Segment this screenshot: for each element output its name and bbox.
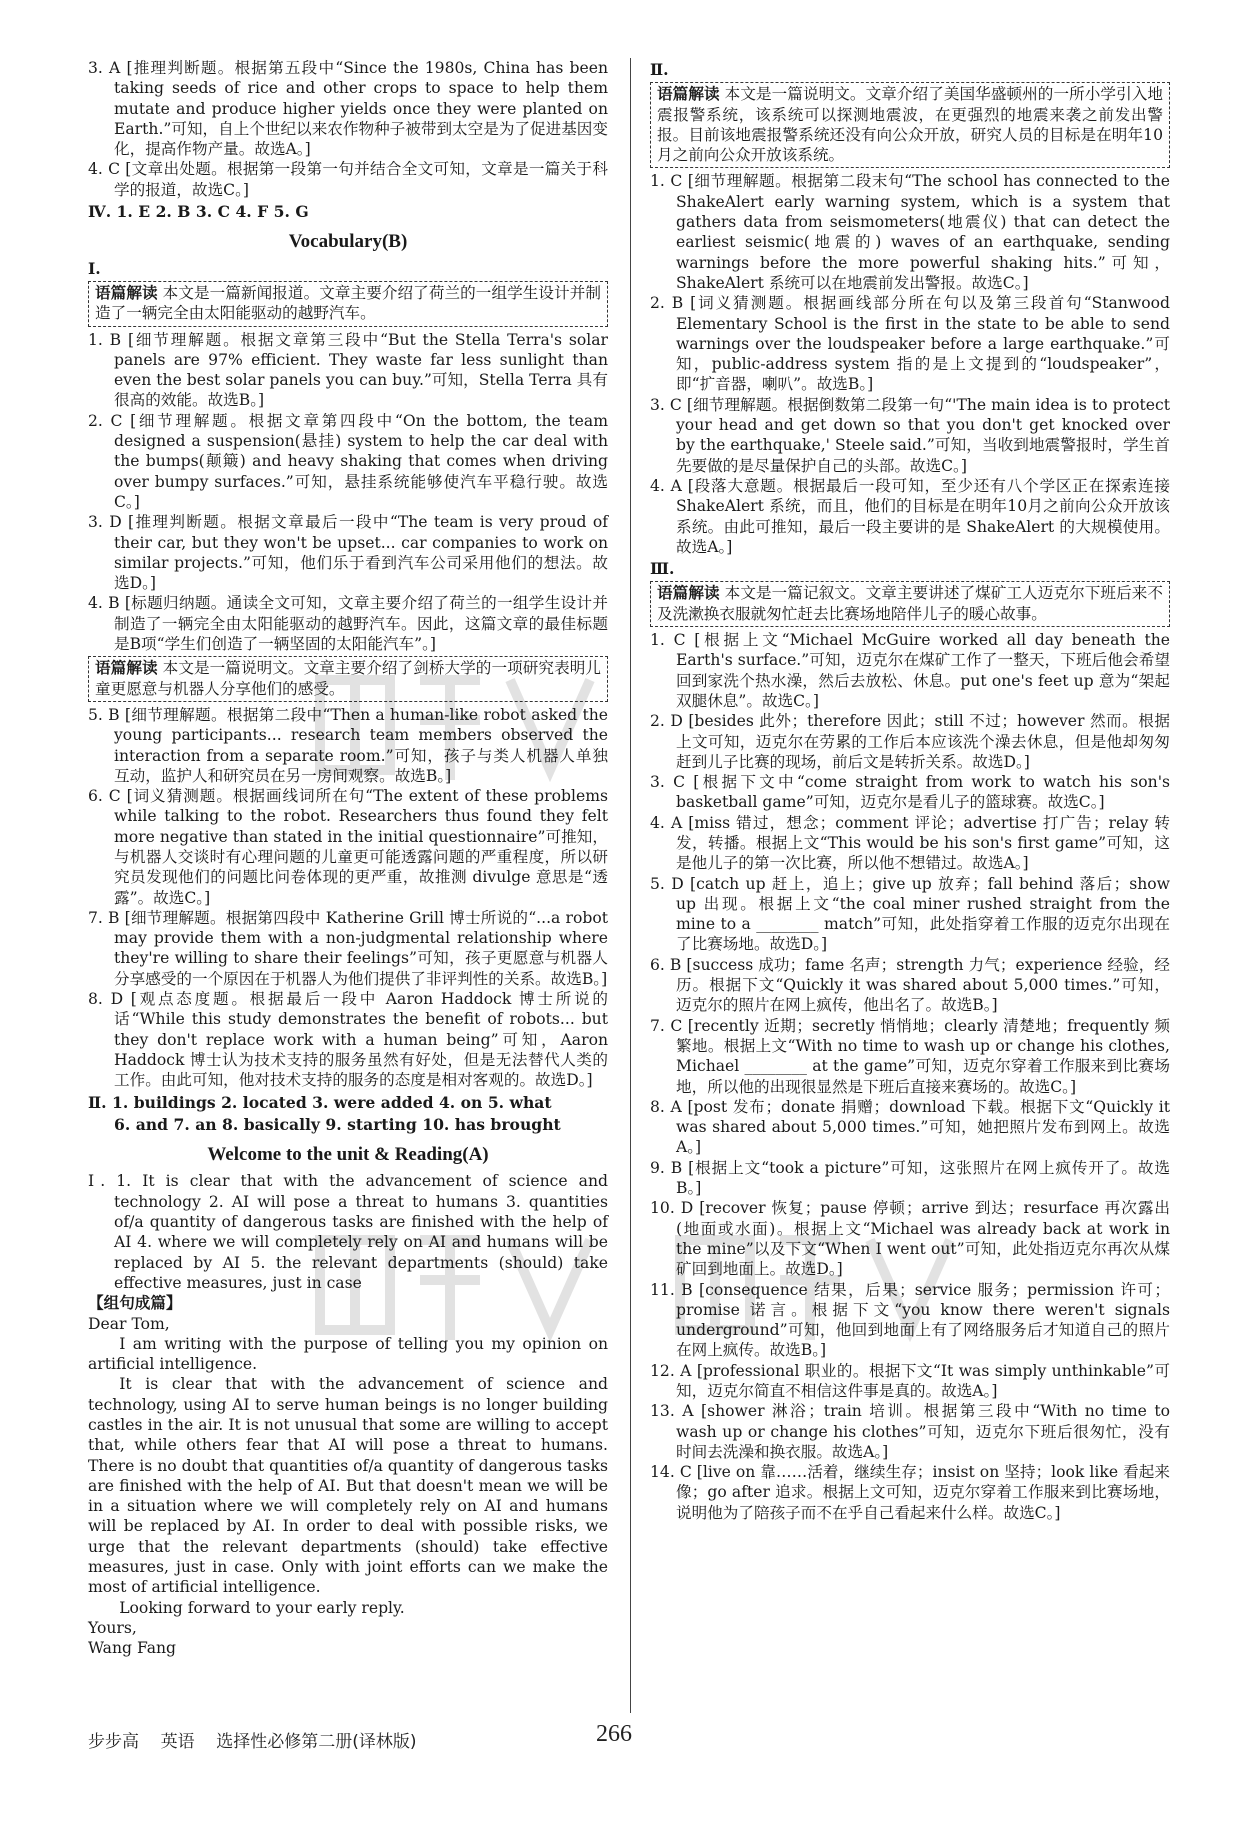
answer-item: 11. B [consequence 结果，后果；service 服务；permission 许可；promise 诺言。根据下文“you know there weren't signals underground”可知，他回到地面上有了网络服务后才知道自己的照片在网上疯传。故选B。] [650,1280,1170,1360]
section-numeral: Ⅱ. [650,60,669,79]
box-tag: 语篇解读 [95,658,158,678]
column-divider [630,58,631,1713]
answer-item: 3. D [推理判断题。根据文章最后一段中“The team is very proud of their car, but they won't be upset... car companies to work on similar projects.”可知，他们乐于看到汽车公司采用他们的想法。故选D。] [88,513,608,593]
welcome-reading-heading: Welcome to the unit & Reading(A) [207,1144,489,1166]
right-column [650,58,1170,1523]
answer-item: 7. B [细节理解题。根据第四段中 Katherine Grill 博士所说的“...a robot may provide them with a non-judgmental relationship where they're willing to share their feelings”可知，孩子更愿意与机器人分享感受的一个原因在于机器人为他们提供了非评判性的关系。故选B。] [88,908,608,988]
answer-item: 9. B [根据上文“took a picture”可知，这张照片在网上疯传开了。故选B。] [650,1158,1170,1198]
section-ii-answers: Ⅱ. 1. buildings 2. located 3. were added 4. on 5. what [88,1092,552,1112]
section-numeral: Ⅲ. [650,559,675,579]
answer-item: 5. B [细节理解题。根据第二段中“Then a human-like robot asked the young participants... research team members observed the interaction from a separate room.”可知，孩子与类人机器人单独互动，监护人和研究员在另一房间观察。故选B。] [88,705,608,785]
answer-item: 2. D [besides 此外；therefore 因此；still 不过；however 然而。根据上文可知，迈克尔在劳累的工作后本应该洗个澡去休息，但是他却匆匆赶到儿子比赛的现场，前后文是转折关系。故选D。] [650,712,1170,771]
answer-item: 3. C [根据下文中“come straight from work to watch his son's basketball game”可知，迈克尔是看儿子的篮球赛。故选C。] [650,773,1170,812]
essay-paragraph: Looking forward to your early reply. [119,1598,405,1617]
box-tag: 语篇解读 [657,583,720,603]
answer-item: 2. B [词义猜测题。根据画线部分所在句以及第三段首句“Stanwood Elementary School is the first in the state to be able to send warnings over the loudspeaker before a large earthquake.”可知，public-address system 指的是上文提到的“loudspeaker”，即“扩音器，喇叭”。故选B。] [650,294,1170,394]
answer-item: 7. C [recently 近期；secretly 悄悄地；clearly 清楚地；frequently 频繁地。根据上文“With no time to wash up or change his clothes, Michael ________ at the game”可知，迈克尔穿着工作服来到比赛场地，所以他的出现很显然是下班后直接来赛场的。故选C。] [650,1016,1170,1096]
answer-item: 1. C [细节理解题。根据第二段末句“The school has connected to the ShakeAlert early warning system, which is a system that gathers data from seismometers(地震仪) that can detect the earliest seismic(地震的) waves of an earthquake, sending warnings before the more powerful shaking hits.”可知，ShakeAlert 系统可以在地震前发出警报。故选C。] [650,172,1170,292]
essay-paragraph: I am writing with the purpose of telling you my opinion on artificial intelligence. [88,1334,608,1374]
answer-item: 6. C [词义猜测题。根据画线词所在句“The extent of these problems while talking to the robot. Researchers thus found they felt more negative than stated in the initial questionnaire”可推知，与机器人交谈时有心理问题的儿童更可能透露问题的严重程度，所以研究员发现他们的问题比问卷体现的更严重，故推测 divulge 意思是“透露”。故选C。] [88,787,608,907]
passage-summary-box [650,581,1170,627]
box-tag: 语篇解读 [657,84,720,104]
vocabulary-b-heading: Vocabulary(B) [288,231,408,253]
passage-summary-box [650,82,1170,168]
footer-book-info [88,1727,417,1752]
essay-signature: Wang Fang [88,1639,177,1658]
answer-item: 4. B [标题归纳题。通读全文可知，文章主要介绍了荷兰的一组学生设计并制造了一辆完全由太阳能驱动的越野汽车。因此，这篇文章的最佳标题是B项“学生们创造了一辆坚固的太阳能汽车”。] [88,594,608,654]
section-ii-answers-cont: 6. and 7. an 8. basically 9. starting 10. has brought [114,1114,561,1134]
left-column [88,58,608,1659]
answer-item: 4. A [miss 错过，想念；comment 评论；advertise 打广告；relay 转发，转播。根据上文“This would be his son's first game”可知，这是他儿子的第一次比赛，所以他不想错过。故选A。] [650,813,1170,873]
page-footer [88,1721,1170,1757]
answer-item: 14. C [live on 靠……活着，继续生存；insist on 坚持；look like 看起来像；go after 追求。根据上文可知，迈克尔穿着工作服来到比赛场地，说明他为了陪孩子而不在乎自己看起来什么样。故选C。] [650,1463,1170,1522]
passage-summary-box [88,656,608,702]
model-essay [88,1293,608,1658]
answer-item: 13. A [shower 淋浴；train 培训。根据第三段中“With no time to wash up or change his clothes”可知，迈克尔下班后很匆忙，没有时间去洗澡和换衣服。故选A。] [650,1402,1170,1461]
box-text: 本文是一篇新闻报道。文章主要介绍了荷兰的一组学生设计并制造了一辆完全由太阳能驱动的越野汽车。 [95,283,601,323]
answer-item: 8. D [观点态度题。根据最后一段中 Aaron Haddock 博士所说的话“While this study demonstrates the benefit of robots... but they don't replace work with a human being”可知，Aaron Haddock 博士认为技术支持的服务虽然有好处，但是无法替代人类的工作。由此可知，他对技术支持的服务的态度是相对客观的。故选D。] [88,990,608,1090]
answer-item: 3. C [细节理解题。根据倒数第二段第一句“'The main idea is to protect your head and get down so that you don't get knocked over by the earthquake,' Steele said.”可知，当收到地震警报时，学生首先要做的是尽量保护自己的头部。故选C。] [650,395,1170,475]
footer-brand: 步步高 [88,1732,139,1752]
answer-item: 5. D [catch up 赶上，追上；give up 放弃；fall behind 落后；show up 出现。根据上文“the coal miner rushed straight from the mine to a ________ match”可知，此处指穿着工作服的迈克尔出现在了比赛场地。故选D。] [650,874,1170,954]
section-i-answers: Ⅰ. 1. It is clear that with the advancement of science and technology 2. AI will pose a threat to humans 3. quantities of/a quantity of dangerous tasks are finished with the help of AI 4. where we will completely rely on AI and humans will be replaced by AI 5. the relevant departments (should) take effective measures, just in case [88,1172,608,1292]
answer-item: 10. D [recover 恢复；pause 停顿；arrive 到达；resurface 再次露出(地面或水面)。根据上文“Michael was already back at work in the mine”以及下文“When I went out”可知，此处指迈克尔再次从煤矿回到地面上。故选D。] [650,1199,1170,1279]
box-tag: 语篇解读 [95,282,158,302]
essay-paragraph: It is clear that with the advancement of science and technology, using AI to serve human beings is no longer building castles in the air. It is not unusual that some are willing to accept that, while others fear that AI will pose a threat to humans. There is no doubt that quantities of/a quantity of dangerous tasks are finished with the help of AI. But that doesn't mean we will be in a situation where we will completely rely on AI and humans will be replaced by AI. In order to deal with possible risks, we urge that the relevant departments (should) take effective measures, just in case. Only with joint efforts can we make the most of artificial intelligence. [88,1375,608,1597]
passage-summary-box [88,281,608,327]
answer-item: 8. A [post 发布；donate 捐赠；download 下载。根据下文“Quickly it was shared about 5,000 times.”可知，她把照片发布到网上。故选A。] [650,1097,1170,1157]
section-iv-answers: Ⅳ. 1. E 2. B 3. C 4. F 5. G [88,202,309,222]
footer-subject: 英语 [160,1732,195,1752]
answer-item: 4. C [文章出处题。根据第一段第一句并结合全文可知，文章是一篇关于科学的报道，故选C。] [88,160,608,199]
answer-item: 6. B [success 成功；fame 名声；strength 力气；experience 经验，经历。根据下文“Quickly it was shared about 5,000 times.”可知，迈克尔的照片在网上疯传，他出名了。故选B。] [650,955,1170,1015]
answer-item: 4. A [段落大意题。根据最后一段可知，至少还有八个学区正在探索连接 ShakeAlert 系统，而且，他们的目标是在明年10月之前向公众开放该系统。由此可推知，最后一段主要讲的是 ShakeAlert 的大规模使用。故选A。] [650,476,1170,556]
essay-title: 【组句成篇】 [88,1293,182,1313]
box-text: 本文是一篇说明文。文章介绍了美国华盛顿州的一所小学引入地震报警系统，该系统可以探测地震波，在更强烈的地震来袭之前发出警报。目前该地震报警系统还没有向公众开放，研究人员的目标是在明年10月之前向公众开放该系统。 [657,85,1163,165]
box-text: 本文是一篇说明文。文章主要介绍了剑桥大学的一项研究表明儿童更愿意与机器人分享他们的感受。 [95,659,601,698]
section-numeral: Ⅰ. [88,258,101,278]
page-number: 266 [596,1721,632,1747]
answer-item: 1. B [细节理解题。根据文章第三段中“But the Stella Terra's solar panels are 97% efficient. They waste far less sunlight than even the best solar panels you can buy.”可知，Stella Terra 具有很高的效能。故选B。] [88,330,608,410]
answer-item: 1. C [根据上文“Michael McGuire worked all day beneath the Earth's surface.”可知，迈克尔在煤矿工作了一整天，下班后他会希望回到家洗个热水澡，然后去放松、休息。put one's feet up 意为“架起双腿休息”。故选C。] [650,631,1170,710]
answer-item: 3. A [推理判断题。根据第五段中“Since the 1980s, China has been taking seeds of rice and other crops to space to help them mutate and produce higher yields once they were planted on Earth.”可知，自上个世纪以来农作物种子被带到太空是为了促进基因变化，提高作物产量。故选A。] [88,59,608,159]
essay-closing: Yours, [88,1618,137,1637]
answer-item: 2. C [细节理解题。根据文章第四段中“On the bottom, the team designed a suspension(悬挂) system to help the car deal with the bumps(颠簸) and heavy shaking that comes when driving over bumpy surfaces.”可知，悬挂系统能够使汽车平稳行驶。故选C。] [88,411,608,511]
answer-item: 12. A [professional 职业的。根据下文“It was simply unthinkable”可知，迈克尔简直不相信这件事是真的。故选A。] [650,1361,1170,1400]
box-text: 本文是一篇记叙文。文章主要讲述了煤矿工人迈克尔下班后来不及洗漱换衣服就匆忙赶去比赛场地陪伴儿子的暖心故事。 [657,584,1163,623]
essay-salutation: Dear Tom, [88,1314,170,1333]
footer-book: 选择性必修第二册(译林版) [216,1732,417,1752]
